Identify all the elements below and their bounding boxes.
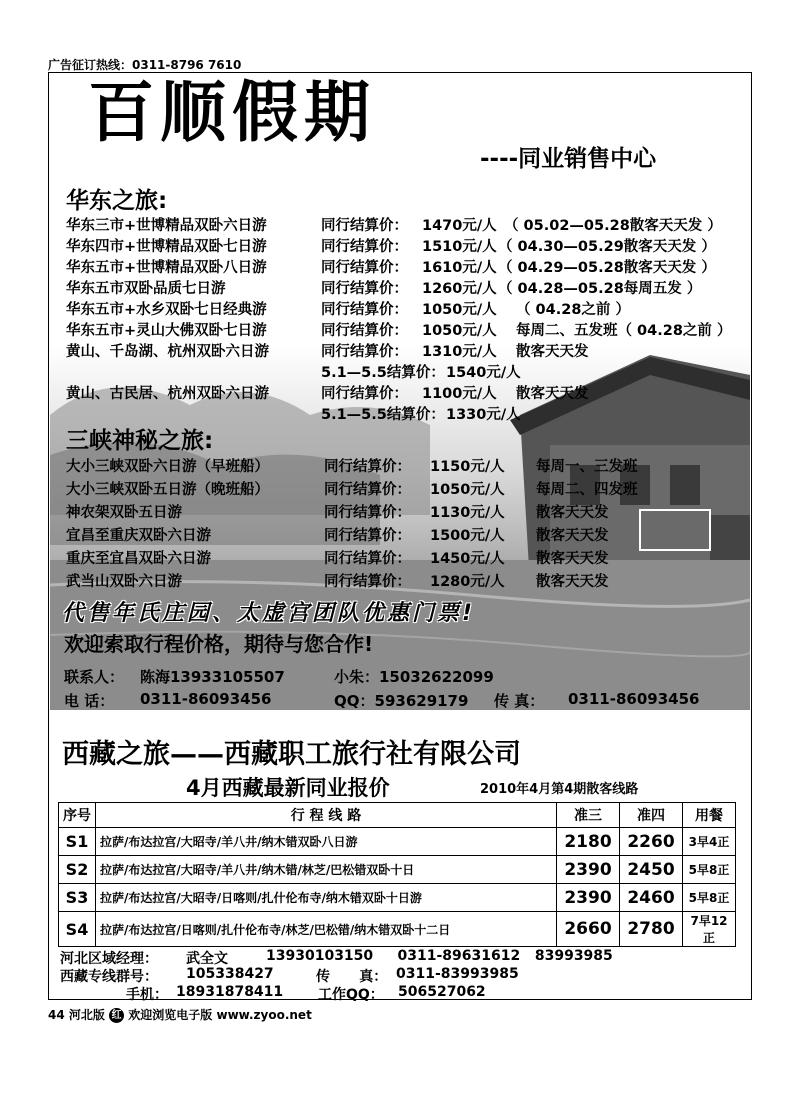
work-qq-label: 工作QQ：: [318, 987, 384, 1003]
route-note: 散客天天发: [536, 505, 609, 521]
route-name: 黄山、千岛湖、杭州双卧六日游: [66, 344, 269, 360]
footer-text: 欢迎浏览电子版: [128, 1008, 213, 1022]
price-label: 同行结算价：: [321, 260, 408, 276]
brand-subtitle: ----同业销售中心: [480, 146, 657, 172]
price-label: 同行结算价：: [324, 551, 411, 567]
row-price-p4: 2780: [620, 912, 683, 947]
tibet-subtitle: 4月西藏最新同业报价: [186, 776, 390, 800]
col-meal-header: 用餐: [683, 803, 736, 828]
price-label: 同行结算价：: [321, 344, 408, 360]
row-meal: 5早8正: [683, 884, 736, 912]
route-name: 华东四市+世博精品双卧七日游: [66, 239, 267, 255]
route-note: 散客天天发: [516, 344, 589, 360]
route-note: （ 04.28之前 ）: [516, 302, 630, 318]
route-name: 华东五市+世博精品双卧八日游: [66, 260, 267, 276]
hong-badge-icon: 红: [109, 1008, 124, 1023]
tibet-fax: 0311-83993985: [396, 966, 519, 982]
route-price: 1510元/人: [422, 239, 497, 255]
row-price-p3: 2660: [557, 912, 620, 947]
group-label: 西藏专线群号：: [60, 969, 158, 985]
route-name: 华东五市+水乡双卧七日经典游: [66, 302, 267, 318]
contact-xiaozhu: 小朱：15032622099: [334, 668, 494, 686]
row-code: S1: [59, 828, 96, 856]
contact-person-label: 联系人：: [64, 668, 125, 686]
route-price: 1050元/人: [430, 482, 505, 498]
page-number: 44: [48, 1008, 65, 1022]
route-note: 散客天天发: [536, 551, 609, 567]
row-price-p3: 2180: [557, 828, 620, 856]
welcome-line: 欢迎索取行程价格，期待与您合作!: [64, 632, 374, 656]
route-note: 每周一、三发班: [536, 459, 638, 475]
row-price-p4: 2450: [620, 856, 683, 884]
tibet-title: 西藏之旅——西藏职工旅行社有限公司: [62, 739, 521, 770]
price-label: 同行结算价：: [321, 323, 408, 339]
route-price: 1100元/人: [422, 386, 497, 402]
price-label: 同行结算价：: [324, 459, 411, 475]
route-price: 1050元/人: [422, 302, 497, 318]
east-china-routes: [66, 216, 756, 426]
route-note: （ 04.28—05.28每周五发 ）: [498, 281, 702, 297]
route-name: 神农架双卧五日游: [66, 505, 182, 521]
page-footer: [48, 1006, 312, 1023]
route-name: 重庆至宜昌双卧六日游: [66, 551, 211, 567]
route-name: 大小三峡双卧六日游（早班船）: [66, 459, 269, 475]
route-price: 1260元/人: [422, 281, 497, 297]
brand-logo: 百顺假期: [88, 74, 376, 151]
route-name: 宜昌至重庆双卧六日游: [66, 528, 211, 544]
price-label: 同行结算价：: [321, 239, 408, 255]
contact-person: 陈海13933105507: [140, 668, 285, 686]
route-price: 1610元/人: [422, 260, 497, 276]
row-route: 拉萨/布达拉宫/大昭寺/羊八井/纳木错双卧八日游: [96, 828, 557, 856]
col-p3-header: 准三: [557, 803, 620, 828]
route-note: 散客天天发: [536, 528, 609, 544]
route-price: 1450元/人: [430, 551, 505, 567]
route-name: 华东五市+灵山大佛双卧七日游: [66, 323, 267, 339]
route-price: 1050元/人: [422, 323, 497, 339]
price-label: 同行结算价：: [321, 281, 408, 297]
route-price: 1330元/人: [446, 407, 521, 423]
price-label: 同行结算价：: [324, 505, 411, 521]
row-route: 拉萨/布达拉宫/日喀则/扎什伦布寺/林芝/巴松错/纳木错双卧十二日: [96, 912, 557, 947]
price-label: 同行结算价：: [324, 528, 411, 544]
route-name: 华东三市+世博精品双卧六日游: [66, 218, 267, 234]
tibet-fax-label: 传 真：: [316, 969, 388, 985]
contact-phone-label: 电 话：: [64, 692, 115, 710]
tibet-price-table: [58, 802, 736, 947]
route-name: 武当山双卧六日游: [66, 574, 182, 590]
table-row: [59, 828, 736, 856]
row-price-p4: 2260: [620, 828, 683, 856]
group-number: 105338427: [186, 966, 274, 982]
price-label: 同行结算价：: [321, 218, 408, 234]
price-label: 同行结算价：: [324, 574, 411, 590]
row-meal: 7早12正: [683, 912, 736, 947]
ticket-banner: 代售年氏庄园、太虚宫团队优惠门票!: [62, 601, 476, 626]
row-price-p4: 2460: [620, 884, 683, 912]
route-price: 1470元/人: [422, 218, 497, 234]
contact-phone: 0311-86093456: [140, 690, 272, 708]
col-route-header: 行 程 线 路: [96, 803, 557, 828]
row-route: 拉萨/布达拉宫/大昭寺/日喀则/扎什伦布寺/纳木错双卧十日游: [96, 884, 557, 912]
price-label: 5.1—5.5结算价：: [321, 365, 445, 381]
footer-url[interactable]: www.zyoo.net: [216, 1008, 312, 1022]
three-gorges-routes: [66, 457, 756, 597]
manager-phones: 13930103150 0311-89631612 83993985: [266, 948, 613, 964]
route-note: 散客天天发: [516, 386, 589, 402]
route-note: （ 04.29—05.28散客天天发 ）: [498, 260, 716, 276]
route-price: 1280元/人: [430, 574, 505, 590]
row-meal: 5早8正: [683, 856, 736, 884]
table-header-row: [59, 803, 736, 828]
work-qq: 506527062: [398, 984, 486, 1000]
manager-label: 河北区域经理：: [60, 951, 158, 967]
mobile-number: 18931878411: [176, 984, 284, 1000]
route-price: 1150元/人: [430, 459, 505, 475]
row-price-p3: 2390: [557, 884, 620, 912]
route-note: （ 04.30—05.29散客天天发 ）: [498, 239, 716, 255]
row-meal: 3早4正: [683, 828, 736, 856]
price-label: 同行结算价：: [324, 482, 411, 498]
table-row: [59, 856, 736, 884]
route-note: 每周二、五发班（ 04.28之前 ）: [516, 323, 732, 339]
contact-qq: QQ：593629179: [334, 692, 469, 710]
row-code: S3: [59, 884, 96, 912]
route-price: 1500元/人: [430, 528, 505, 544]
route-name: 华东五市双卧品质七日游: [66, 281, 226, 297]
row-route: 拉萨/布达拉宫/大昭寺/羊八井/纳木错/林芝/巴松错双卧十日: [96, 856, 557, 884]
price-label: 5.1—5.5结算价：: [321, 407, 445, 423]
route-price: 1540元/人: [446, 365, 521, 381]
edition-label: 河北版: [68, 1008, 105, 1022]
three-gorges-title: 三峡神秘之旅:: [66, 428, 214, 454]
col-code-header: 序号: [59, 803, 96, 828]
ad-hotline: 广告征订热线：0311-8796 7610: [48, 58, 242, 72]
tibet-issue: 2010年4月第4期散客线路: [480, 782, 639, 797]
contact-fax-label: 传 真：: [494, 692, 545, 710]
route-name: 大小三峡双卧五日游（晚班船）: [66, 482, 269, 498]
route-price: 1310元/人: [422, 344, 497, 360]
table-row: [59, 912, 736, 947]
col-p4-header: 准四: [620, 803, 683, 828]
price-label: 同行结算价：: [321, 302, 408, 318]
route-note: （ 05.02—05.28散客天天发 ）: [504, 218, 722, 234]
contact-fax: 0311-86093456: [568, 690, 700, 708]
route-note: 散客天天发: [536, 574, 609, 590]
mobile-label: 手机：: [126, 987, 168, 1003]
route-note: 每周二、四发班: [536, 482, 638, 498]
table-row: [59, 884, 736, 912]
row-price-p3: 2390: [557, 856, 620, 884]
row-code: S4: [59, 912, 96, 947]
manager-name: 武全文: [186, 951, 228, 967]
route-price: 1130元/人: [430, 505, 505, 521]
row-code: S2: [59, 856, 96, 884]
price-label: 同行结算价：: [321, 386, 408, 402]
east-china-title: 华东之旅:: [66, 188, 168, 214]
route-name: 黄山、古民居、杭州双卧六日游: [66, 386, 269, 402]
